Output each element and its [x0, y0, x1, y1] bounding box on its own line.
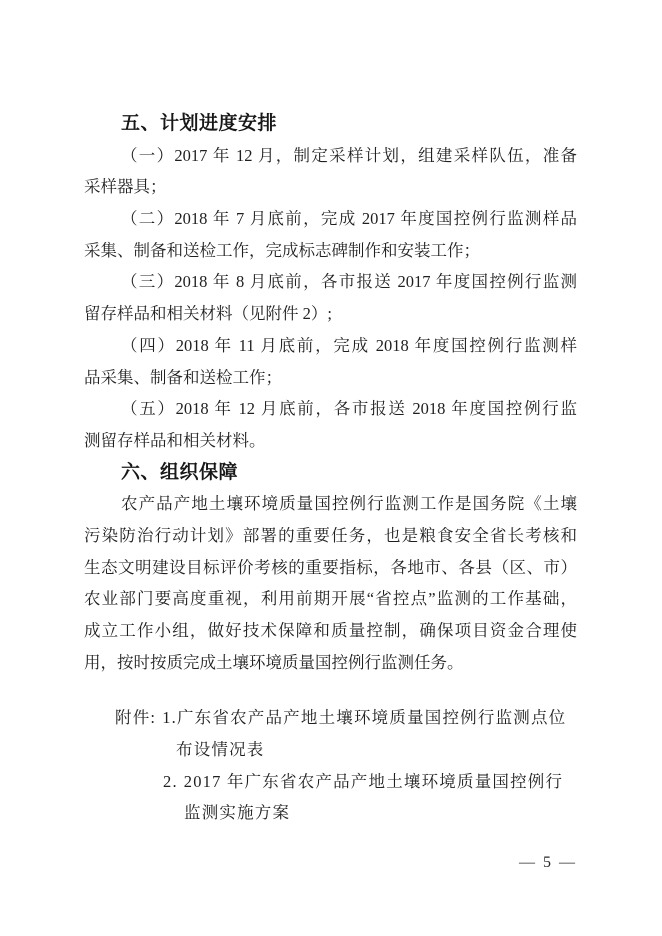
paragraph-line: 采集、制备和送检工作，完成标志碑制作和安装工作；	[84, 240, 480, 260]
attachment-line	[84, 766, 577, 798]
paragraph-line: 测留存样品和相关材料。	[84, 430, 266, 450]
attachment-line	[84, 734, 577, 766]
paragraph-line: 农业部门要高度重视，利用前期开展“省控点”监测的工作基础，	[84, 589, 577, 609]
paragraph-line: 污染防治行动计划》部署的重要任务，也是粮食安全省长考核和	[84, 525, 577, 545]
paragraph-line: 采样器具；	[84, 177, 167, 197]
attachment-item-text: 监测实施方案	[184, 803, 291, 823]
paragraph-line: （三）2018 年 8 月底前，各市报送 2017 年度国控例行监测	[121, 272, 577, 292]
paragraph-line: 农产品产地土壤环境质量国控例行监测工作是国务院《土壤	[121, 494, 577, 514]
paragraph-line: （四）2018 年 11 月底前，完成 2018 年度国控例行监测样	[121, 335, 577, 355]
attachment-item-number: 2.	[163, 771, 178, 791]
attachment-item-text: 布设情况表	[176, 740, 265, 760]
paragraph-line: 品采集、制备和送检工作；	[84, 367, 282, 387]
page-number: — 5 —	[519, 854, 577, 872]
paragraph-line: （二）2018 年 7 月底前，完成 2017 年度国控例行监测样品	[121, 209, 577, 229]
paragraph-line: （一）2017 年 12 月，制定采样计划，组建采样队伍，准备	[121, 145, 577, 165]
paragraph-line: （五）2018 年 12 月底前，各市报送 2018 年度国控例行监	[121, 399, 577, 419]
attachments-label: 附件:	[115, 708, 157, 728]
attachment-item-number: 1.	[162, 708, 177, 728]
page-footer	[84, 853, 577, 873]
attachment-line	[84, 702, 577, 734]
attachments-block	[84, 702, 577, 829]
paragraph-line: 成立工作小组，做好技术保障和质量控制，确保项目资金合理使	[84, 621, 577, 640]
section-5-heading: 五、计划进度安排	[121, 113, 278, 134]
paragraph-line: 生态文明建设目标评价考核的重要指标，各地市、各县（区、市）	[84, 557, 577, 577]
attachment-item-text: 广东省农产品产地土壤环境质量国控例行监测点位	[176, 708, 567, 728]
attachment-item-text: 2017 年广东省农产品产地土壤环境质量国控例行	[183, 771, 564, 791]
attachment-line	[84, 797, 577, 829]
paragraph-line: 用，按时按质完成土壤环境质量国控例行监测任务。	[84, 652, 464, 672]
paragraph-line: 留存样品和相关材料（见附件 2）;	[84, 304, 332, 324]
section-6-heading: 六、组织保障	[121, 461, 239, 483]
